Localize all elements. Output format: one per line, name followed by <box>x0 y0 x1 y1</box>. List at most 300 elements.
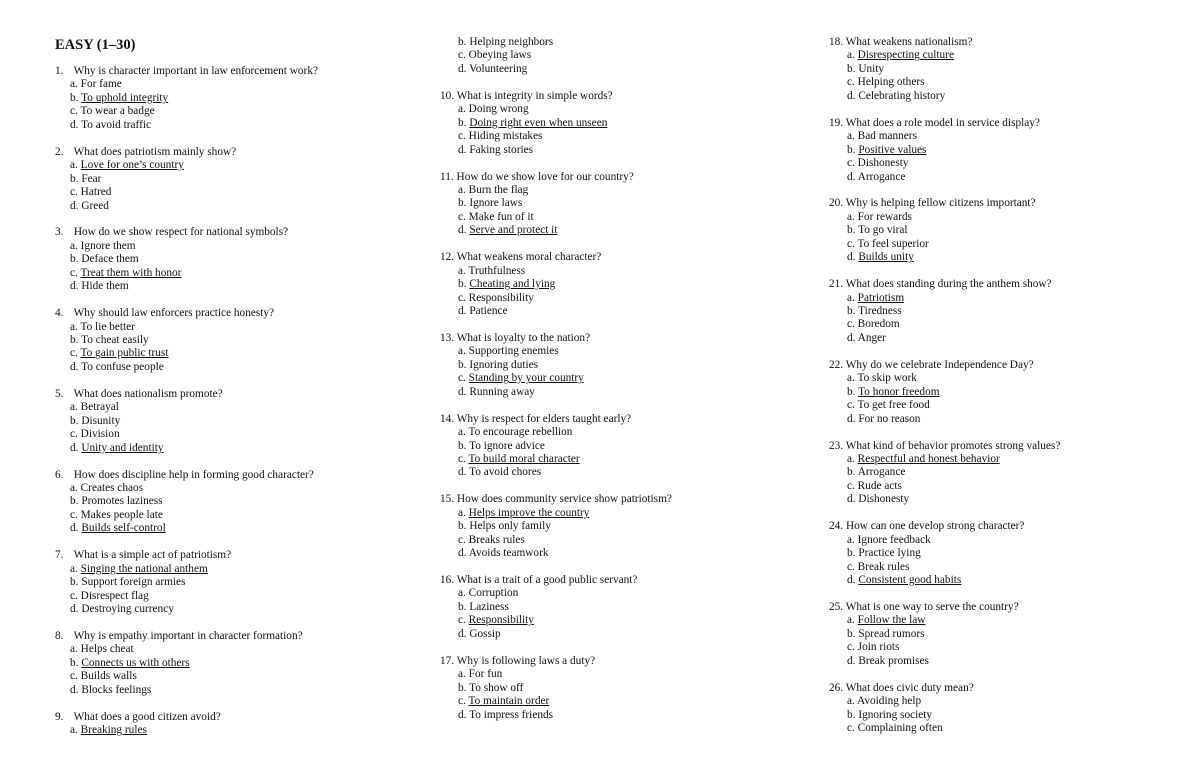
answer-option <box>829 224 1169 237</box>
option-text: Ignoring society <box>858 708 933 721</box>
underlined-answer-text: Singing the national anthem <box>80 562 208 575</box>
answer-option <box>440 359 780 372</box>
option-text: Complaining often <box>857 721 943 734</box>
option-letter: a. <box>847 130 855 143</box>
option-text: Volunteering <box>469 62 528 75</box>
option-letter: d. <box>70 360 79 373</box>
option-text: Laziness <box>469 600 509 613</box>
question-block <box>440 171 780 238</box>
answer-option <box>55 200 395 213</box>
option-letter: a. <box>458 183 466 196</box>
answer-option <box>829 76 1169 89</box>
option-letter: d. <box>847 331 856 344</box>
answer-option-correct <box>829 251 1169 264</box>
option-letter: c. <box>70 508 78 521</box>
option-text: To avoid chores <box>469 466 542 479</box>
column-left <box>55 36 395 738</box>
question-text: Why should law enforcers practice honesty? <box>73 307 275 320</box>
option-text: Division <box>80 428 120 441</box>
answer-option <box>829 493 1169 506</box>
option-text: To skip work <box>857 372 917 385</box>
option-letter: a. <box>70 239 78 252</box>
answer-option-correct <box>440 117 780 130</box>
underlined-answer-text: Builds unity <box>858 251 914 264</box>
answer-option-correct <box>829 49 1169 62</box>
option-text: Promotes laziness <box>81 495 163 508</box>
option-letter: a. <box>458 426 466 439</box>
option-letter: c. <box>847 157 855 170</box>
answer-option <box>55 684 395 697</box>
question-block <box>829 520 1169 587</box>
question-number: 8. <box>55 629 64 642</box>
answer-option <box>829 547 1169 560</box>
option-text: Break promises <box>858 654 929 667</box>
option-letter: d. <box>847 170 856 183</box>
option-letter: b. <box>847 627 856 640</box>
answer-option <box>55 482 395 495</box>
question-text: Why is following laws a duty? <box>456 654 596 667</box>
question-block <box>829 36 1169 103</box>
option-letter: c. <box>458 614 466 627</box>
answer-option <box>55 603 395 616</box>
answer-option <box>829 641 1169 654</box>
option-text: Ignore them <box>80 239 136 252</box>
answer-option-correct <box>440 224 780 237</box>
answer-option-correct <box>829 386 1169 399</box>
option-letter: a. <box>70 724 78 737</box>
underlined-answer-text: To build moral character <box>468 452 580 465</box>
question-block <box>829 682 1169 736</box>
question-block <box>440 413 780 480</box>
question-number: 22. <box>829 358 844 371</box>
answer-option <box>829 90 1169 103</box>
answer-option-correct <box>55 267 395 280</box>
underlined-answer-text: Positive values <box>858 143 927 156</box>
answer-option <box>55 240 395 253</box>
question-text: What is one way to serve the country? <box>845 600 1019 613</box>
option-letter: b. <box>847 547 856 560</box>
question-line <box>829 601 1169 614</box>
option-letter: d. <box>458 385 467 398</box>
option-text: Creates chaos <box>80 481 144 494</box>
question-block <box>440 332 780 399</box>
answer-option <box>829 709 1169 722</box>
answer-option <box>829 480 1169 493</box>
option-text: Burn the flag <box>468 183 529 196</box>
option-letter: b. <box>847 224 856 237</box>
underlined-answer-text: Breaking rules <box>80 724 147 737</box>
option-text: To encourage rebellion <box>468 426 573 439</box>
question-block <box>829 601 1169 668</box>
option-text: Destroying currency <box>81 603 174 616</box>
option-letter: d. <box>458 62 467 75</box>
option-text: Breaks rules <box>468 533 525 546</box>
answer-option <box>829 171 1169 184</box>
option-letter: a. <box>847 49 855 62</box>
answer-option <box>440 628 780 641</box>
option-letter: a. <box>458 587 466 600</box>
option-letter: c. <box>847 479 855 492</box>
option-letter: a. <box>70 481 78 494</box>
option-text: Disunity <box>81 414 121 427</box>
option-letter: c. <box>70 589 78 602</box>
question-line <box>440 251 780 264</box>
option-letter: d. <box>458 143 467 156</box>
option-text: Practice lying <box>858 547 921 560</box>
answer-option-correct <box>829 144 1169 157</box>
question-line <box>55 65 395 78</box>
underlined-answer-text: Patriotism <box>857 291 905 304</box>
answer-option <box>440 63 780 76</box>
answer-option <box>829 413 1169 426</box>
answer-option <box>440 345 780 358</box>
option-letter: c. <box>458 130 466 143</box>
question-number: 2. <box>55 145 64 158</box>
underlined-answer-text: To uphold integrity <box>81 91 169 104</box>
option-letter: c. <box>458 533 466 546</box>
answer-option <box>55 280 395 293</box>
question-line <box>440 90 780 103</box>
option-text: To lie better <box>80 320 135 333</box>
option-letter: a. <box>847 210 855 223</box>
option-text: Arrogance <box>857 170 906 183</box>
option-text: Rude acts <box>857 479 902 492</box>
option-text: Tiredness <box>858 305 902 318</box>
question-line <box>55 146 395 159</box>
answer-option <box>440 440 780 453</box>
option-letter: d. <box>847 251 856 264</box>
underlined-answer-text: To maintain order <box>468 695 550 708</box>
option-text: Hatred <box>80 186 112 199</box>
question-line <box>440 171 780 184</box>
answer-option <box>829 305 1169 318</box>
option-letter: b. <box>847 466 856 479</box>
option-text: Helping others <box>857 76 925 89</box>
option-text: Responsibility <box>468 291 534 304</box>
question-block <box>440 251 780 318</box>
option-text: Blocks feelings <box>81 683 152 696</box>
option-text: Anger <box>857 331 886 344</box>
answer-option <box>55 334 395 347</box>
answer-option <box>829 63 1169 76</box>
question-block <box>829 359 1169 426</box>
option-letter: b. <box>458 116 467 129</box>
option-letter: a. <box>70 401 78 414</box>
answer-option-correct <box>440 453 780 466</box>
answer-option <box>55 428 395 441</box>
answer-option <box>55 670 395 683</box>
option-letter: a. <box>847 614 855 627</box>
option-letter: d. <box>70 441 79 454</box>
option-letter: d. <box>458 708 467 721</box>
option-letter: a. <box>458 103 466 116</box>
underlined-answer-text: Treat them with honor <box>80 266 182 279</box>
question-number: 16. <box>440 574 455 587</box>
question-block <box>440 36 780 76</box>
underlined-answer-text: Unity and identity <box>81 441 164 454</box>
option-text: Deface them <box>81 253 139 266</box>
option-text: For fun <box>468 668 503 681</box>
question-text: How do we show love for our country? <box>456 170 634 183</box>
question-line <box>55 388 395 401</box>
option-letter: d. <box>70 118 79 131</box>
option-text: To wear a badge <box>80 105 155 118</box>
question-line <box>829 36 1169 49</box>
option-letter: d. <box>458 305 467 318</box>
answer-option <box>440 386 780 399</box>
answer-option-correct <box>55 347 395 360</box>
option-letter: c. <box>458 49 466 62</box>
answer-option <box>829 722 1169 735</box>
option-letter: b. <box>458 520 467 533</box>
answer-option <box>440 292 780 305</box>
question-number: 5. <box>55 387 64 400</box>
question-number: 13. <box>440 331 455 344</box>
question-number: 26. <box>829 681 844 694</box>
question-number: 15. <box>440 493 455 506</box>
option-text: For fame <box>80 78 122 91</box>
option-text: To confuse people <box>81 360 164 373</box>
option-text: Break rules <box>857 560 910 573</box>
answer-option <box>829 561 1169 574</box>
question-block <box>829 117 1169 184</box>
question-text: What is a simple act of patriotism? <box>73 549 232 562</box>
answer-option <box>440 305 780 318</box>
option-letter: c. <box>70 105 78 118</box>
answer-option <box>829 130 1169 143</box>
option-letter: a. <box>70 159 78 172</box>
answer-option <box>829 628 1169 641</box>
answer-option <box>55 401 395 414</box>
option-letter: c. <box>70 186 78 199</box>
option-text: Make fun of it <box>468 210 534 223</box>
answer-option <box>440 601 780 614</box>
question-block <box>829 278 1169 345</box>
question-line <box>440 413 780 426</box>
answer-option-correct <box>829 453 1169 466</box>
answer-option <box>55 509 395 522</box>
option-text: Makes people late <box>80 508 163 521</box>
option-letter: c. <box>70 670 78 683</box>
underlined-answer-text: Helps improve the country <box>468 506 590 519</box>
option-text: Hide them <box>81 280 129 293</box>
option-letter: a. <box>458 264 466 277</box>
option-text: To show off <box>469 681 524 694</box>
answer-option <box>55 105 395 118</box>
question-text: What does civic duty mean? <box>845 681 974 694</box>
question-text: Why is character important in law enforcement work? <box>73 65 318 77</box>
answer-option <box>440 534 780 547</box>
option-letter: d. <box>847 574 856 587</box>
question-text: What is loyalty to the nation? <box>456 331 591 344</box>
answer-option-correct <box>440 372 780 385</box>
option-letter: d. <box>847 493 856 506</box>
option-text: Avoids teamwork <box>468 547 549 560</box>
section-heading: EASY (1–30) <box>55 37 136 53</box>
question-line <box>829 278 1169 291</box>
question-number: 14. <box>440 412 455 425</box>
question-text: What kind of behavior promotes strong values? <box>845 439 1061 452</box>
option-text: Ignore laws <box>469 197 523 210</box>
option-letter: a. <box>847 533 855 546</box>
question-block <box>440 655 780 722</box>
option-letter: c. <box>847 560 855 573</box>
option-letter: a. <box>847 695 855 708</box>
answer-option <box>440 265 780 278</box>
option-text: Corruption <box>468 587 519 600</box>
option-letter: a. <box>70 643 78 656</box>
option-letter: b. <box>70 656 79 669</box>
question-text: What weakens moral character? <box>456 251 602 264</box>
question-text: What does a good citizen avoid? <box>73 710 221 723</box>
question-block <box>55 549 395 616</box>
answer-option <box>440 682 780 695</box>
option-letter: a. <box>458 345 466 358</box>
question-text: Why do we celebrate Independence Day? <box>845 358 1034 371</box>
option-text: To go viral <box>858 224 908 237</box>
answer-option-correct <box>55 563 395 576</box>
answer-option <box>55 415 395 428</box>
option-text: Faking stories <box>469 143 534 156</box>
option-letter: b. <box>847 143 856 156</box>
option-letter: b. <box>847 385 856 398</box>
answer-option-correct <box>440 507 780 520</box>
option-letter: c. <box>70 266 78 279</box>
answer-option <box>55 78 395 91</box>
option-letter: c. <box>847 318 855 331</box>
question-line <box>829 197 1169 210</box>
question-line <box>440 493 780 506</box>
question-number: 11. <box>440 170 454 183</box>
question-block <box>55 711 395 738</box>
underlined-answer-text: Consistent good habits <box>858 574 962 587</box>
option-letter: c. <box>847 76 855 89</box>
option-text: Spread rumors <box>858 627 925 640</box>
option-letter: d. <box>458 547 467 560</box>
question-number: 10. <box>440 89 455 102</box>
option-letter: b. <box>847 708 856 721</box>
answer-option-correct <box>55 522 395 535</box>
question-line <box>440 655 780 668</box>
answer-option <box>440 130 780 143</box>
question-line <box>55 711 395 724</box>
option-letter: c. <box>847 721 855 734</box>
question-number: 23. <box>829 439 844 452</box>
question-line <box>55 226 395 239</box>
answer-option <box>440 587 780 600</box>
question-line <box>829 440 1169 453</box>
answer-option <box>440 36 780 49</box>
option-text: For rewards <box>857 210 912 223</box>
answer-option <box>829 534 1169 547</box>
option-text: To feel superior <box>857 237 929 250</box>
option-letter: a. <box>847 372 855 385</box>
question-line <box>55 469 395 482</box>
question-block <box>440 90 780 157</box>
column-right <box>829 36 1169 735</box>
option-text: Dishonesty <box>857 157 909 170</box>
answer-option-correct <box>55 92 395 105</box>
option-text: Helps cheat <box>80 643 134 656</box>
answer-option-correct <box>440 695 780 708</box>
option-letter: b. <box>458 600 467 613</box>
option-text: Builds walls <box>80 670 137 683</box>
question-number: 17. <box>440 654 455 667</box>
answer-option <box>55 576 395 589</box>
option-text: Arrogance <box>857 466 906 479</box>
option-text: Ignoring duties <box>469 358 539 371</box>
option-letter: d. <box>458 466 467 479</box>
option-text: Patience <box>469 305 508 318</box>
underlined-answer-text: Doing right even when unseen <box>469 116 608 129</box>
answer-option <box>55 361 395 374</box>
answer-option <box>829 372 1169 385</box>
option-letter: a. <box>458 668 466 681</box>
underlined-answer-text: Standing by your country <box>468 372 584 385</box>
option-letter: b. <box>70 334 79 347</box>
question-text: What does standing during the anthem show? <box>845 278 1052 291</box>
question-text: What weakens nationalism? <box>845 36 973 48</box>
option-letter: b. <box>458 439 467 452</box>
answer-option-correct <box>55 159 395 172</box>
option-text: Celebrating history <box>858 89 946 102</box>
underlined-answer-text: Disrespecting culture <box>857 49 954 62</box>
question-text: How do we show respect for national symbols? <box>73 226 289 239</box>
option-text: Ignore feedback <box>857 533 931 546</box>
answer-option <box>55 321 395 334</box>
answer-option <box>829 157 1169 170</box>
question-block <box>55 65 395 132</box>
column-middle <box>440 36 780 722</box>
answer-option <box>55 590 395 603</box>
option-letter: c. <box>847 399 855 412</box>
answer-option-correct <box>829 574 1169 587</box>
answer-option <box>440 211 780 224</box>
answer-option <box>829 332 1169 345</box>
answer-option <box>55 643 395 656</box>
question-block <box>55 307 395 374</box>
underlined-answer-text: Builds self-control <box>81 522 166 535</box>
option-letter: b. <box>847 62 856 75</box>
question-number: 3. <box>55 226 64 239</box>
answer-option <box>440 144 780 157</box>
option-letter: d. <box>458 224 467 237</box>
option-letter: b. <box>70 172 79 185</box>
option-letter: d. <box>70 683 79 696</box>
underlined-answer-text: Love for one’s country <box>80 159 184 172</box>
option-text: Boredom <box>857 318 900 331</box>
option-text: Support foreign armies <box>81 576 186 589</box>
question-number: 18. <box>829 36 844 48</box>
option-text: Avoiding help <box>857 695 922 708</box>
option-text: Helping neighbors <box>469 36 554 48</box>
option-letter: b. <box>70 253 79 266</box>
question-block <box>55 630 395 697</box>
option-letter: d. <box>847 89 856 102</box>
option-letter: a. <box>70 320 78 333</box>
option-letter: c. <box>70 428 78 441</box>
option-letter: b. <box>70 91 79 104</box>
option-letter: c. <box>70 347 78 360</box>
option-letter: b. <box>458 681 467 694</box>
answer-option <box>440 547 780 560</box>
option-letter: b. <box>458 358 467 371</box>
option-text: Join riots <box>857 641 900 654</box>
option-letter: d. <box>70 522 79 535</box>
question-text: What does patriotism mainly show? <box>73 145 237 158</box>
underlined-answer-text: To honor freedom <box>858 385 940 398</box>
question-number: 4. <box>55 307 64 320</box>
